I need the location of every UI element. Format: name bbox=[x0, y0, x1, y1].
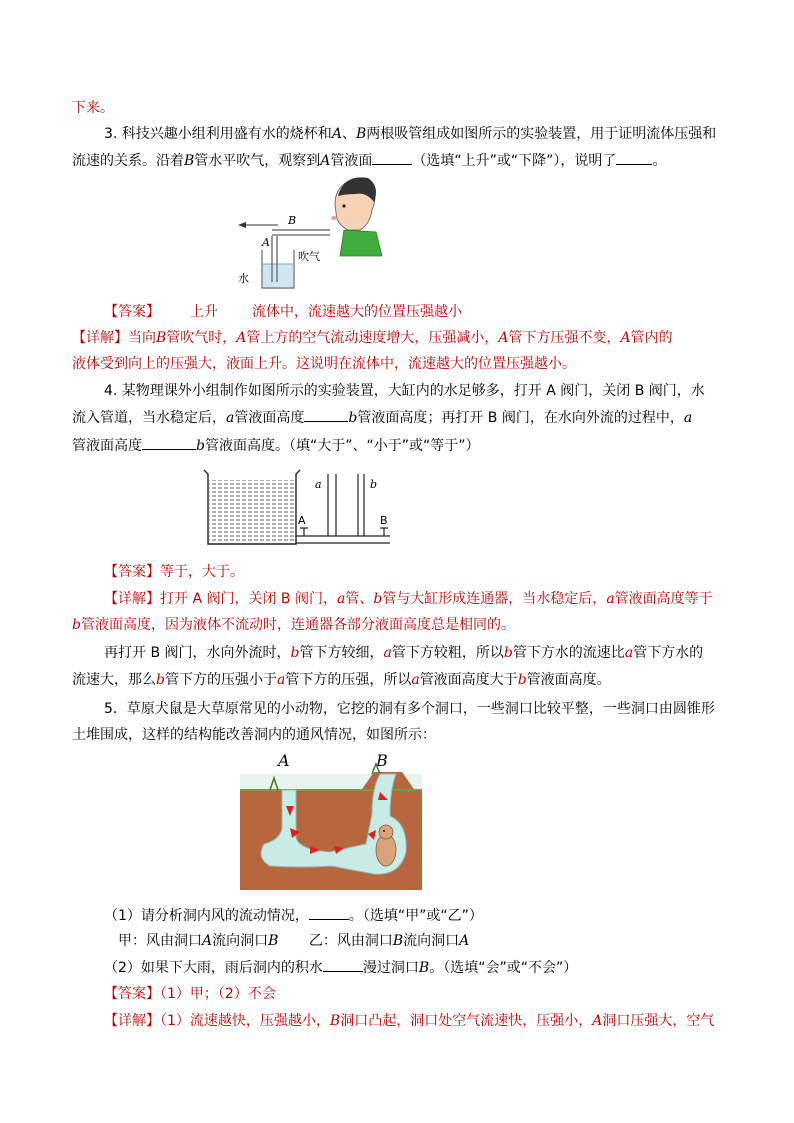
option-text: 流向洞口 bbox=[212, 933, 269, 949]
q3-answer bbox=[104, 302, 462, 322]
q4-text: 管液面高度。（填“大于”、“小于”或“等于”） bbox=[204, 438, 480, 454]
var-a: a bbox=[606, 591, 615, 607]
detail-text: 管下方的压强小于 bbox=[164, 672, 277, 688]
detail-text: 流速大，那么 bbox=[72, 672, 156, 688]
detail-text: 管上方的空气流动速度增大，压强减小， bbox=[246, 330, 499, 346]
label-A: A bbox=[278, 751, 290, 770]
q3-text: 、 bbox=[341, 126, 356, 142]
q3-text: 3. 科技兴趣小组利用盛有水的烧杯和 bbox=[104, 126, 332, 142]
label-A: A bbox=[262, 236, 270, 249]
detail-text: 管下方较细， bbox=[299, 645, 384, 661]
detail-text: 打开 A 阀门，关闭 B 阀门， bbox=[160, 591, 337, 607]
q5-line-1: 5．草原犬鼠是大草原常见的小动物，它挖的洞有多个洞口，一些洞口比较平整，一些洞口由圆锥形 bbox=[104, 701, 715, 717]
option-text: 甲：风由洞口 bbox=[118, 933, 202, 949]
var-a: a bbox=[276, 672, 286, 688]
answer-value: （1）甲；（2）不会 bbox=[160, 986, 276, 1002]
q4-answer bbox=[104, 562, 244, 582]
var-A: A bbox=[459, 933, 470, 949]
q5-text: 。（选填“会”或“不会”） bbox=[429, 960, 578, 976]
var-B: B bbox=[184, 153, 195, 169]
answer-value: 上升 bbox=[190, 304, 218, 320]
var-a: a bbox=[383, 645, 392, 661]
var-B: B bbox=[329, 1013, 341, 1029]
var-b: b bbox=[348, 410, 358, 426]
var-b: b bbox=[517, 672, 527, 688]
answer-value: 流体中，流速越大的位置压强越小 bbox=[252, 304, 462, 320]
detail-text: 管下方压强不变， bbox=[508, 330, 621, 346]
var-b: b bbox=[290, 645, 300, 661]
label-B: B bbox=[288, 214, 297, 227]
var-B: B bbox=[268, 933, 279, 949]
prairie-dog-burrow-figure bbox=[240, 748, 422, 890]
q5-sub-1 bbox=[104, 905, 483, 926]
detail-text: 洞口凸起，洞口处空气流速快，压强小， bbox=[340, 1013, 593, 1029]
var-b: b bbox=[72, 617, 81, 633]
q4-detail-2 bbox=[72, 615, 515, 635]
var-A: A bbox=[331, 126, 342, 142]
q3-detail-1 bbox=[72, 328, 673, 348]
straw-experiment-figure bbox=[232, 172, 382, 292]
q3-text: （选填“上升”或“下降”），说明了 bbox=[412, 153, 617, 169]
q4-line-1: 4. 某物理课外小组制作如图所示的实验装置，大缸内的水足够多，打开 A 阀门，关闭 B 阀门，水 bbox=[104, 383, 705, 399]
detail-text: 管液面高度，因为液体不流动时，连通器各部分液面高度总是相同的。 bbox=[80, 617, 515, 633]
detail-text: 管内的 bbox=[630, 330, 673, 346]
q5-detail-1 bbox=[104, 1011, 714, 1031]
q4-text: 管液面高度 bbox=[72, 438, 142, 454]
detail-tag: 【详解】 bbox=[72, 330, 128, 346]
q5-text: （2）如果下大雨，雨后洞内的积水 bbox=[104, 960, 323, 976]
detail-text: （1）流速越快，压强越小， bbox=[160, 1013, 330, 1029]
q4-detail-3 bbox=[104, 643, 703, 663]
detail-text: 管下方水的流速比 bbox=[512, 645, 625, 661]
q5-answer bbox=[104, 984, 276, 1004]
answer-blank[interactable] bbox=[372, 150, 412, 165]
detail-text: 管下方的压强，所以 bbox=[285, 672, 412, 688]
detail-tag: 【详解】 bbox=[104, 1013, 160, 1029]
label-valve-B: B bbox=[380, 514, 388, 527]
connected-vessel-figure bbox=[200, 466, 400, 552]
answer-blank[interactable] bbox=[309, 905, 349, 920]
var-A: A bbox=[236, 330, 247, 346]
label-b: b bbox=[370, 478, 378, 491]
var-A: A bbox=[320, 153, 331, 169]
q5-text: 漫过洞口 bbox=[362, 960, 419, 976]
var-B: B bbox=[355, 126, 367, 142]
detail-text: 管下方较粗，所以 bbox=[391, 645, 504, 661]
var-a: a bbox=[624, 645, 634, 661]
q3-text: 管液面 bbox=[330, 153, 373, 169]
detail-text: 管液面高度大于 bbox=[419, 672, 518, 688]
boy-icon bbox=[331, 177, 382, 256]
q4-text: 流入管道，当水稳定后， bbox=[72, 410, 226, 426]
continued-text: 下来。 bbox=[72, 100, 114, 116]
label-a: a bbox=[315, 478, 322, 491]
answer-blank[interactable] bbox=[142, 435, 196, 450]
var-B: B bbox=[392, 933, 404, 949]
q3-text: 流速的关系。沿着 bbox=[72, 153, 184, 169]
var-a: a bbox=[226, 410, 235, 426]
q5-line-2: 土堆围成，这样的结构能改善洞内的通风情况，如图所示： bbox=[72, 727, 436, 743]
detail-text: 管液面高度。 bbox=[526, 672, 611, 688]
var-a: a bbox=[336, 591, 346, 607]
label-water: 水 bbox=[238, 272, 249, 285]
label-valve-A: A bbox=[298, 514, 306, 527]
var-B: B bbox=[156, 330, 167, 346]
q3-line-2 bbox=[72, 150, 666, 171]
q4-detail-1 bbox=[104, 589, 713, 609]
q4-text: 管液面高度；再打开 B 阀门，在水向外流的过程中， bbox=[357, 410, 684, 426]
q5-sub-2 bbox=[104, 957, 577, 978]
detail-text: 管、 bbox=[345, 591, 374, 607]
q4-line-3 bbox=[72, 435, 480, 456]
answer-tag: 【答案】 bbox=[104, 986, 160, 1002]
var-b: b bbox=[156, 672, 165, 688]
var-A: A bbox=[202, 933, 213, 949]
prairie-dog-icon bbox=[376, 825, 396, 866]
q4-line-2 bbox=[72, 407, 692, 428]
var-B: B bbox=[418, 960, 430, 976]
answer-blank[interactable] bbox=[323, 957, 363, 972]
var-b: b bbox=[373, 591, 383, 607]
var-A: A bbox=[498, 330, 509, 346]
var-b: b bbox=[196, 438, 205, 454]
detail-text: 管液面高度等于 bbox=[614, 591, 713, 607]
var-a: a bbox=[411, 672, 420, 688]
var-A: A bbox=[592, 1013, 603, 1029]
label-B: B bbox=[376, 751, 388, 770]
answer-tag: 【答案】 bbox=[104, 564, 160, 580]
q4-detail-4 bbox=[72, 670, 611, 690]
q5-text: 。（选填“甲”或“乙”） bbox=[348, 908, 483, 924]
q3-text: 管水平吹气，观察到 bbox=[194, 153, 321, 169]
detail-text: 管下方水的 bbox=[633, 645, 704, 661]
label-blow: 吹气 bbox=[298, 250, 320, 263]
option-text: 流向洞口 bbox=[403, 933, 460, 949]
answer-value: 等于，大于。 bbox=[160, 564, 244, 580]
detail-text: 再打开 B 阀门，水向外流时， bbox=[104, 645, 291, 661]
q4-text: 管液面高度 bbox=[234, 410, 305, 426]
var-a: a bbox=[683, 410, 693, 426]
answer-blank[interactable] bbox=[304, 407, 348, 422]
detail-tag: 【详解】 bbox=[104, 591, 160, 607]
q5-options bbox=[118, 931, 469, 951]
detail-text: 管与大缸形成连通器，当水稳定后， bbox=[382, 591, 607, 607]
q3-text: 两根吸管组成如图所示的实验装置，用于证明流体压强和 bbox=[366, 126, 717, 142]
answer-blank[interactable] bbox=[616, 150, 652, 165]
answer-tag: 【答案】 bbox=[104, 304, 160, 320]
detail-text: 管吹气时， bbox=[166, 330, 237, 346]
q3-line-1 bbox=[104, 124, 716, 144]
q3-detail-2: 液体受到向上的压强大，液面上升。这说明在流体中，流速越大的位置压强越小。 bbox=[72, 356, 576, 372]
detail-text: 当向 bbox=[128, 330, 156, 346]
var-A: A bbox=[620, 330, 631, 346]
detail-text: 洞口压强大，空气 bbox=[602, 1013, 715, 1029]
q3-text: 。 bbox=[652, 153, 667, 169]
var-b: b bbox=[503, 645, 513, 661]
q5-text: （1）请分析洞内风的流动情况， bbox=[104, 908, 309, 924]
option-text: 乙：风由洞口 bbox=[308, 933, 393, 949]
